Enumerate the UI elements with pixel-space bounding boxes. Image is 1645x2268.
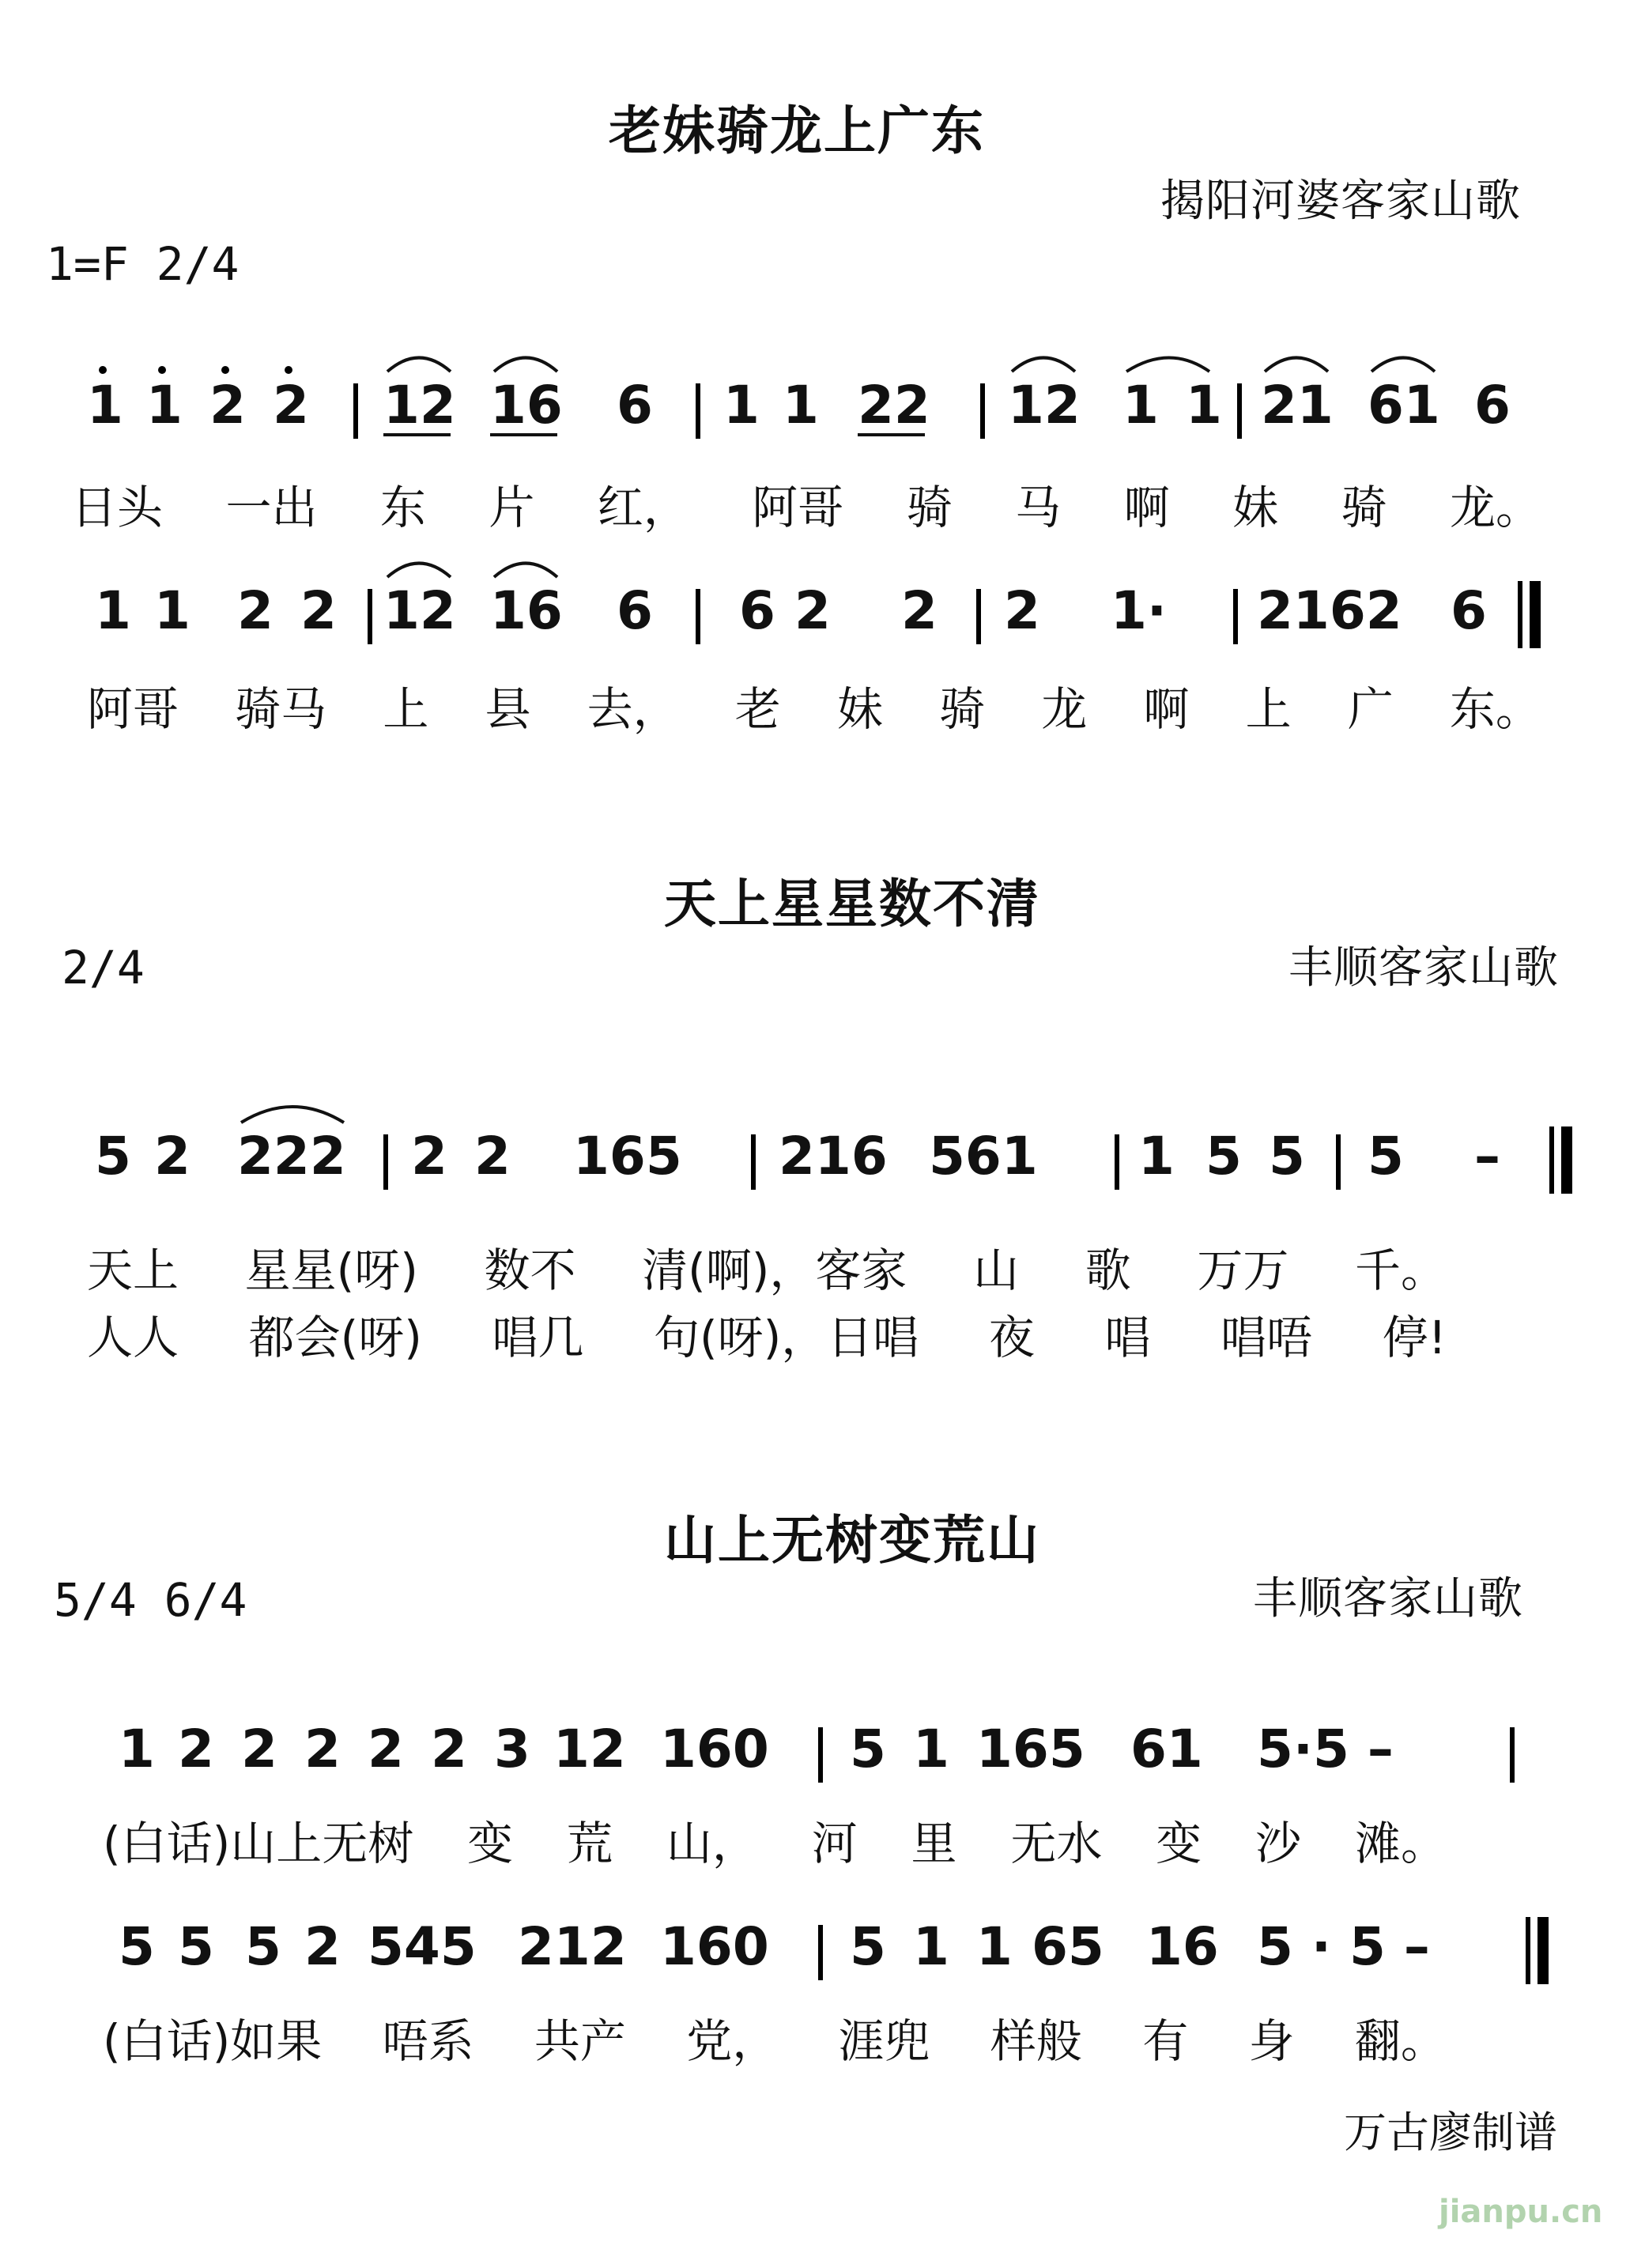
lyric-token: 翻。 [1354,2014,1447,2068]
song-source: 揭阳河婆客家山歌 [1160,175,1521,227]
lyric-token: 身 [1248,2014,1295,2068]
song-title: 天上星星数不清 [664,874,1040,934]
svg-text:6: 6 [739,580,775,641]
svg-text:12: 12 [383,375,456,436]
notation-line [71,545,1573,664]
lyric-token: 骑 [939,682,986,736]
lyric-token: 妹 [1232,481,1279,534]
svg-text:1: 1 [913,1719,949,1779]
svg-text:65: 65 [1032,1916,1104,1977]
svg-text:165: 165 [573,1126,682,1187]
svg-text:16: 16 [490,580,563,641]
lyrics-line [71,470,1541,537]
svg-text:2: 2 [431,1719,467,1779]
site-watermark: jianpu.cn [1439,2194,1603,2230]
svg-text:1: 1 [723,375,760,436]
lyric-token: 万万 [1197,1243,1289,1297]
lyric-token: 马 [1015,481,1062,534]
svg-text:22: 22 [858,375,930,436]
svg-text:21: 21 [1261,375,1334,436]
score-credit: 万古廖制谱 [1344,2108,1557,2157]
svg-text:6: 6 [617,375,653,436]
svg-text:5·5 –: 5·5 – [1257,1719,1394,1779]
key-meter: 2/4 [62,941,145,994]
lyric-token: 人人 [87,1311,179,1364]
svg-text:12: 12 [383,580,456,641]
lyric-token: 沙 [1255,1817,1302,1870]
lyric-token: 唱唔 [1221,1311,1313,1364]
svg-text:2: 2 [241,1719,277,1779]
lyric-token: 天上 [87,1243,179,1297]
lyric-token: 上 [383,682,429,736]
svg-text:2: 2 [237,580,274,641]
svg-text:5: 5 [178,1916,214,1977]
svg-text:–: – [1474,1126,1500,1187]
song-source: 丰顺客家山歌 [1288,942,1559,994]
key-meter: 1=F 2/4 [46,237,240,291]
svg-text:2162: 2162 [1257,580,1402,641]
lyric-token: 荒 [566,1817,613,1870]
svg-text:6: 6 [1451,580,1487,641]
svg-text:2: 2 [794,580,831,641]
lyric-token: (白话)如果 [103,2014,323,2068]
lyric-token: 涯兜 [838,2014,930,2068]
svg-text:1: 1 [1122,375,1159,436]
svg-text:2: 2 [1004,580,1040,641]
lyric-token: 党， [686,2014,779,2068]
svg-text:561: 561 [929,1126,1038,1187]
svg-text:222: 222 [237,1126,346,1187]
svg-text:1·: 1· [1111,580,1167,641]
svg-text:165: 165 [976,1719,1085,1779]
svg-text:1: 1 [1138,1126,1175,1187]
svg-text:2: 2 [304,1719,341,1779]
lyric-token: 夜 [988,1311,1035,1364]
lyric-token: 去， [587,682,679,736]
lyric-token: 片 [489,481,535,534]
svg-text:1: 1 [1186,375,1222,436]
svg-text:1: 1 [146,375,183,436]
lyric-token: 东。 [1449,682,1541,736]
lyric-token: 县 [485,682,531,736]
lyric-token: 共产 [534,2014,626,2068]
lyric-token: 数不 [484,1243,576,1297]
lyrics-line [87,1233,1447,1300]
svg-text:5: 5 [850,1916,886,1977]
lyric-token: 河 [811,1817,858,1870]
lyric-token: 句(呀)，日唱 [654,1311,919,1364]
svg-text:2: 2 [901,580,938,641]
svg-text:2: 2 [273,375,309,436]
lyric-token: 都会(呀) [248,1311,422,1364]
lyric-token: 星星(呀) [244,1243,418,1297]
lyric-token: 一出 [225,481,318,534]
lyric-token: (白话)山上无树 [103,1817,414,1870]
lyric-token: 千。 [1354,1243,1447,1297]
svg-text:5: 5 [1269,1126,1305,1187]
lyric-token: 红， [597,481,689,534]
lyric-token: 山 [973,1243,1020,1297]
lyric-token: 广 [1347,682,1394,736]
svg-text:216: 216 [779,1126,888,1187]
lyric-token: 阿哥 [752,481,844,534]
svg-text:1: 1 [783,375,819,436]
svg-text:2: 2 [154,1126,191,1187]
song-title: 老妹骑龙上广东 [609,100,985,161]
lyric-token: 老 [734,682,781,736]
svg-text:2: 2 [474,1126,511,1187]
lyric-token: 龙 [1041,682,1088,736]
lyric-token: 停! [1382,1311,1447,1364]
lyric-token: 唔系 [382,2014,474,2068]
svg-text:2: 2 [300,580,337,641]
svg-text:5: 5 [245,1916,281,1977]
lyric-token: 山， [666,1817,758,1870]
lyric-token: 无水 [1010,1817,1103,1870]
lyric-token: 样般 [990,2014,1082,2068]
svg-text:1: 1 [87,375,123,436]
svg-text:2: 2 [368,1719,404,1779]
lyric-token: 有 [1142,2014,1189,2068]
svg-text:545: 545 [368,1916,477,1977]
svg-text:1: 1 [119,1719,155,1779]
lyric-token: 骑 [1341,481,1387,534]
notation-line [103,1881,1605,2000]
lyric-token: 唱几 [492,1311,584,1364]
notation-line [103,1684,1605,1802]
svg-text:16: 16 [1146,1916,1219,1977]
svg-text:212: 212 [518,1916,627,1977]
svg-text:5 · 5 –: 5 · 5 – [1257,1916,1430,1977]
svg-text:1: 1 [154,580,191,641]
lyrics-line [87,1300,1447,1367]
lyrics-line [103,1806,1447,1873]
notation-line [71,340,1573,459]
lyric-token: 里 [911,1817,957,1870]
lyric-token: 日头 [71,481,164,534]
lyric-token: 上 [1245,682,1292,736]
lyric-token: 骑马 [235,682,327,736]
svg-text:1: 1 [913,1916,949,1977]
svg-text:5: 5 [95,1126,131,1187]
lyrics-line [103,2004,1447,2070]
lyric-token: 啊 [1143,682,1190,736]
lyric-token: 妹 [836,682,883,736]
lyric-token: 滩。 [1354,1817,1447,1870]
lyric-token: 歌 [1085,1243,1131,1297]
svg-text:12: 12 [1008,375,1081,436]
lyric-token: 变 [1156,1817,1202,1870]
lyric-token: 唱 [1104,1311,1151,1364]
svg-text:12: 12 [553,1719,626,1779]
svg-text:5: 5 [1368,1126,1404,1187]
svg-text:2: 2 [304,1916,341,1977]
lyric-token: 东 [379,481,426,534]
svg-text:5: 5 [119,1916,155,1977]
lyric-token: 啊 [1123,481,1170,534]
lyric-token: 清(啊)，客家 [642,1243,907,1297]
lyric-token: 龙。 [1449,481,1541,534]
svg-text:160: 160 [660,1719,769,1779]
svg-text:2: 2 [411,1126,447,1187]
svg-text:5: 5 [850,1719,886,1779]
song-title: 山上无树变荒山 [664,1510,1040,1571]
svg-text:16: 16 [490,375,563,436]
lyric-token: 骑 [906,481,953,534]
lyrics-line [87,672,1541,738]
svg-text:2: 2 [209,375,246,436]
svg-text:61: 61 [1130,1719,1203,1779]
svg-text:2: 2 [178,1719,214,1779]
lyric-token: 阿哥 [87,682,179,736]
lyric-token: 变 [467,1817,514,1870]
svg-text:61: 61 [1368,375,1440,436]
svg-text:5: 5 [1205,1126,1242,1187]
song-source: 丰顺客家山歌 [1253,1573,1523,1625]
key-meter: 5/4 6/4 [54,1573,247,1627]
svg-text:3: 3 [494,1719,530,1779]
svg-text:6: 6 [617,580,653,641]
svg-text:1: 1 [95,580,131,641]
svg-text:6: 6 [1474,375,1511,436]
svg-text:1: 1 [976,1916,1013,1977]
svg-text:160: 160 [660,1916,769,1977]
notation-line [79,1091,1581,1209]
